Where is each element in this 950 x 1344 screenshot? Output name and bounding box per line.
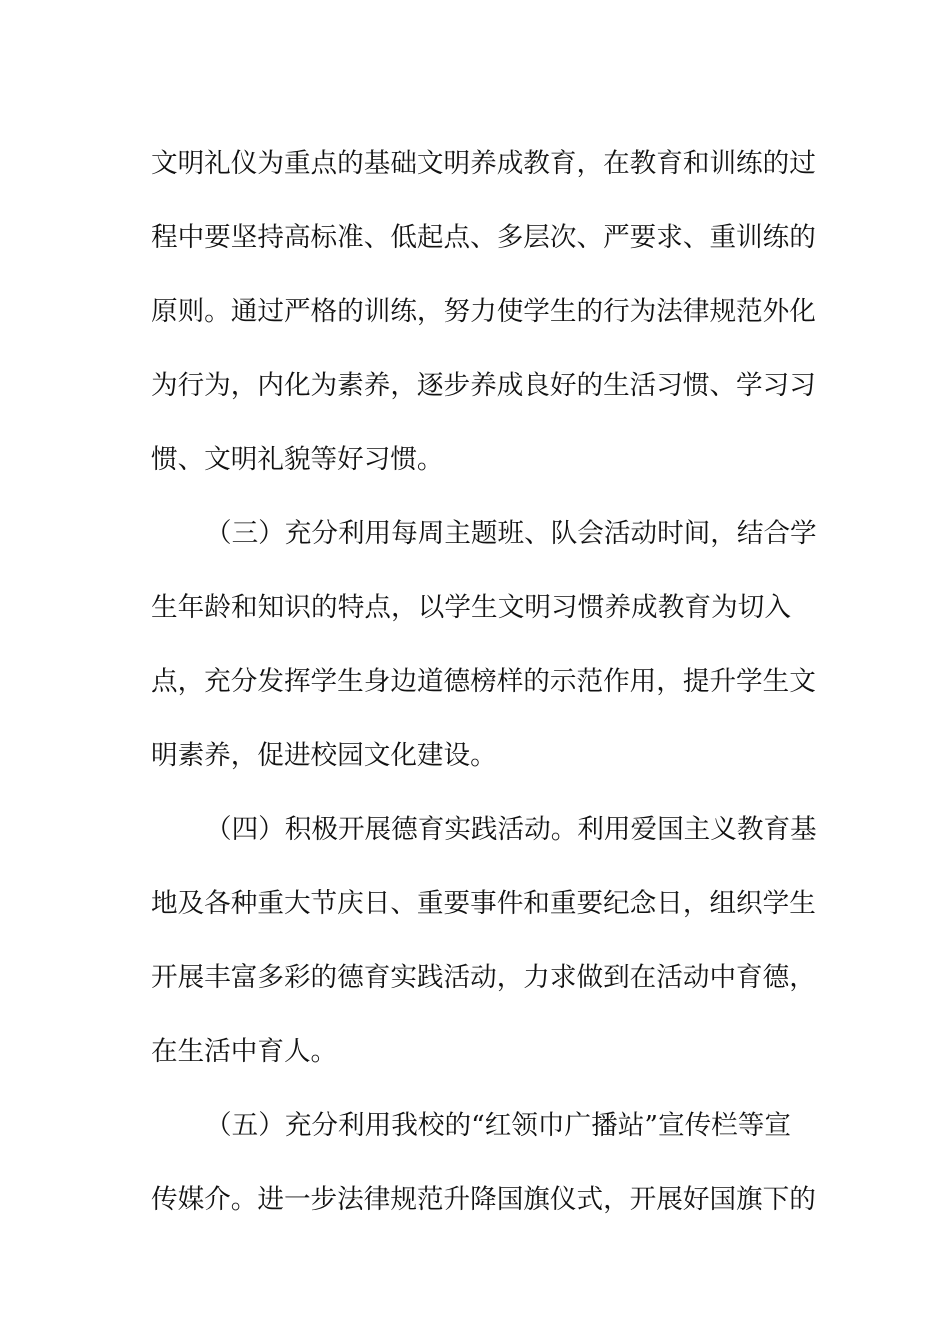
text-line: 地及各种重大节庆日、重要事件和重要纪念日，组织学生 (151, 888, 816, 919)
paragraph-2 (151, 497, 817, 793)
text-line: 生年龄和知识的特点，以学生文明习惯养成教育为切入 (151, 592, 791, 623)
text-line: 惯、文明礼貌等好习惯。 (151, 444, 444, 475)
text-line: （三）充分利用每周主题班、队会活动时间，结合学 (205, 518, 817, 549)
text-line: （五）充分利用我校的“红领巾广播站”宣传栏等宣 (205, 1110, 791, 1141)
document-body (151, 127, 817, 1237)
text-line: 明素养，促进校园文化建设。 (151, 740, 497, 771)
text-line: 传媒介。进一步法律规范升降国旗仪式，开展好国旗下的 (151, 1184, 816, 1215)
text-line: 点，充分发挥学生身边道德榜样的示范作用，提升学生文 (151, 666, 816, 697)
text-line: 文明礼仪为重点的基础文明养成教育，在教育和训练的过 (151, 148, 816, 179)
paragraph-1 (151, 127, 816, 497)
text-line: 开展丰富多彩的德育实践活动，力求做到在活动中育德， (151, 962, 816, 993)
paragraph-4 (151, 1089, 816, 1237)
text-line: 在生活中育人。 (151, 1036, 338, 1067)
text-line: 为行为，内化为素养，逐步养成良好的生活习惯、学习习 (151, 370, 816, 401)
text-line: 程中要坚持高标准、低起点、多层次、严要求、重训练的 (151, 222, 816, 253)
text-line: （四）积极开展德育实践活动。利用爱国主义教育基 (205, 814, 817, 845)
text-line: 原则。通过严格的训练，努力使学生的行为法律规范外化 (151, 296, 816, 327)
paragraph-3 (151, 793, 817, 1089)
